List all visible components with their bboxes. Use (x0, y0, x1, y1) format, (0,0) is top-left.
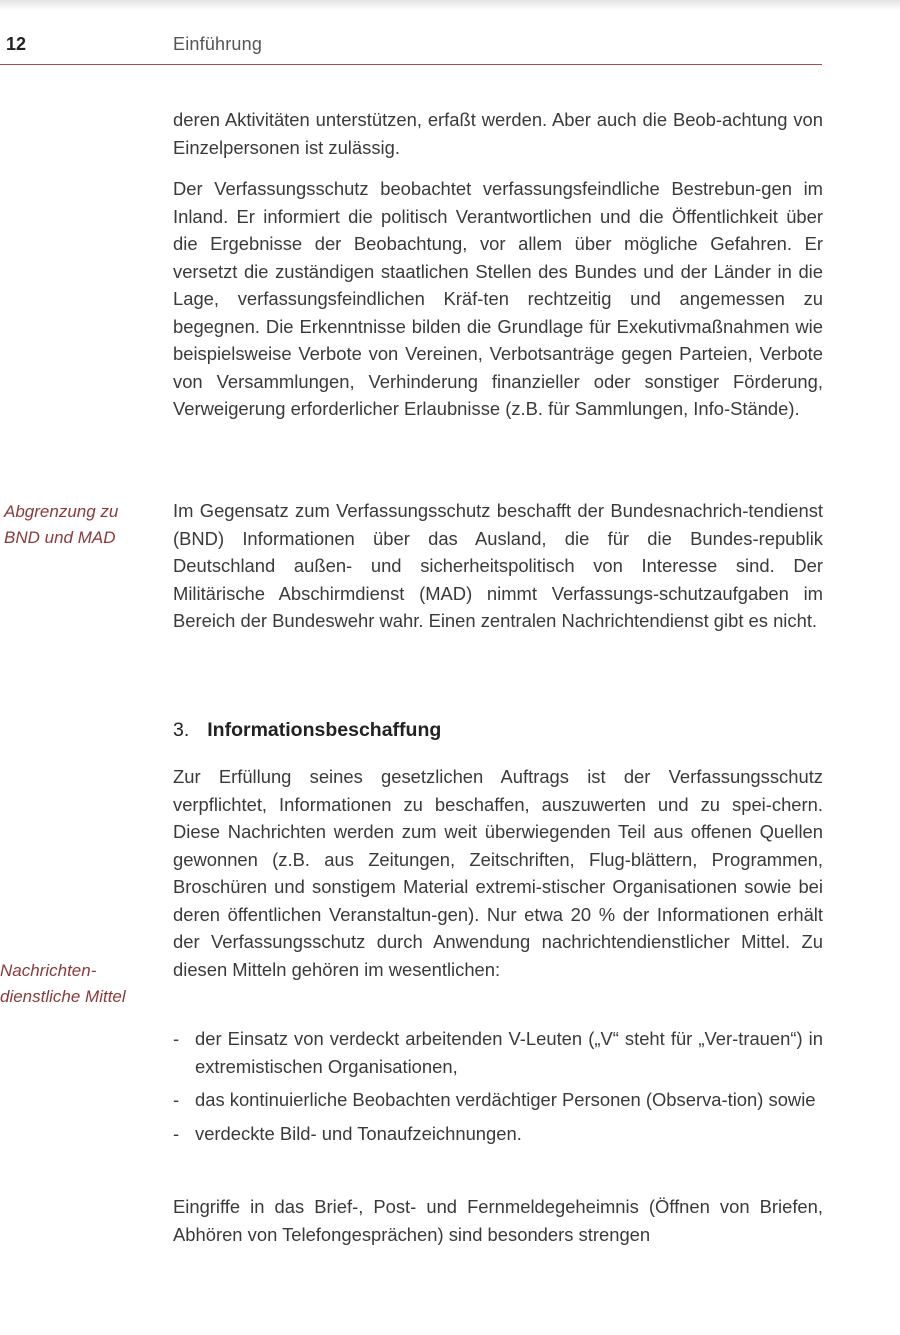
margin-note-line: dienstliche Mittel (0, 987, 126, 1006)
margin-note-line: BND und MAD (4, 528, 116, 547)
list-item (173, 1086, 823, 1114)
paragraph-4 (173, 763, 823, 983)
method-list (173, 1025, 823, 1153)
list-dash: - (173, 1028, 180, 1049)
list-item-text: das kontinuierliche Beobachten verdächtiger Personen (Observa-tion) sowie (195, 1089, 816, 1110)
paragraph-1 (173, 106, 823, 161)
margin-note-mittel (0, 958, 150, 1010)
paragraph-3 (173, 497, 823, 635)
running-title: Einführung (173, 34, 263, 54)
list-dash: - (173, 1089, 180, 1110)
list-item (173, 1120, 823, 1148)
paragraph-text: Der Verfassungsschutz beobachtet verfassungsfeindliche Bestrebun-gen im Inland. Er informiert die politisch Verantwortlichen und die Öffentlichkeit über die Ergebnisse der Beobachtung, vor allem über mögliche Gefahren. Er versetzt die zuständigen staatlichen Stellen des Bundes und der Länder in die Lage, verfassungsfeindlichen Kräf-ten rechtzeitig und angemessen zu begegnen. Die Erkenntnisse bilden die Grundlage für Exekutivmaßnahmen wie beispielsweise Verbote von Vereinen, Verbotsanträge gegen Parteien, Verbote von Versammlungen, Verhinderung finanzieller oder sonstiger Förderung, Verweigerung erforderlicher Erlaubnisse (z.B. für Sammlungen, Info-Stände). (173, 178, 823, 419)
section-heading (173, 719, 441, 742)
paragraph-text: Zur Erfüllung seines gesetzlichen Auftrags ist der Verfassungsschutz verpflichtet, Informationen zu beschaffen, auszuwerten und zu spei-chern. Diese Nachrichten werden zum weit überwiegenden Teil aus offenen Quellen gewonnen (z.B. aus Zeitungen, Zeitschriften, Flug-blättern, Programmen, Broschüren und sonstigem Material extremi-stischer Organisationen sowie bei deren öffentlichen Veranstaltun-gen). Nur etwa 20 % der Informationen erhält der Verfassungsschutz durch Anwendung nachrichtendienstlicher Mittel. Zu diesen Mitteln gehören im wesentlichen: (173, 766, 823, 980)
paragraph-5 (173, 1193, 823, 1248)
margin-note-bnd-mad (4, 499, 154, 551)
section-number: 3. (173, 719, 190, 741)
paragraph-text: Eingriffe in das Brief-, Post- und Fernmeldegeheimnis (Öffnen von Briefen, Abhören von Telefongesprächen) sind besonders strengen (173, 1196, 823, 1245)
list-item-text: der Einsatz von verdeckt arbeitenden V-Leuten („V“ steht für „Ver-trauen“) in extremistischen Organisationen, (195, 1028, 823, 1077)
margin-note-line: Abgrenzung zu (4, 502, 119, 521)
section-title: Informationsbeschaffung (207, 719, 442, 741)
paragraph-text: deren Aktivitäten unterstützen, erfaßt werden. Aber auch die Beob-achtung von Einzelpersonen ist zulässig. (173, 109, 823, 158)
page-header (0, 30, 822, 65)
list-item-text: verdeckte Bild- und Tonaufzeichnungen. (195, 1122, 522, 1144)
list-dash: - (173, 1122, 180, 1144)
paragraph-text: Im Gegensatz zum Verfassungsschutz beschafft der Bundesnachrich-tendienst (BND) Informationen über das Ausland, die für die Bundes-republik Deutschland außen- und sicherheitspolitisch von Interesse sind. Der Militärische Abschirmdienst (MAD) nimmt Verfassungs-schutzaufgaben im Bereich der Bundeswehr wahr. Einen zentralen Nachrichtendienst gibt es nicht. (173, 500, 823, 631)
list-item (173, 1025, 823, 1080)
margin-note-line: Nachrichten- (0, 961, 97, 980)
paragraph-2 (173, 175, 823, 423)
page-number: 12 (6, 34, 27, 54)
top-edge-shade (0, 0, 900, 10)
